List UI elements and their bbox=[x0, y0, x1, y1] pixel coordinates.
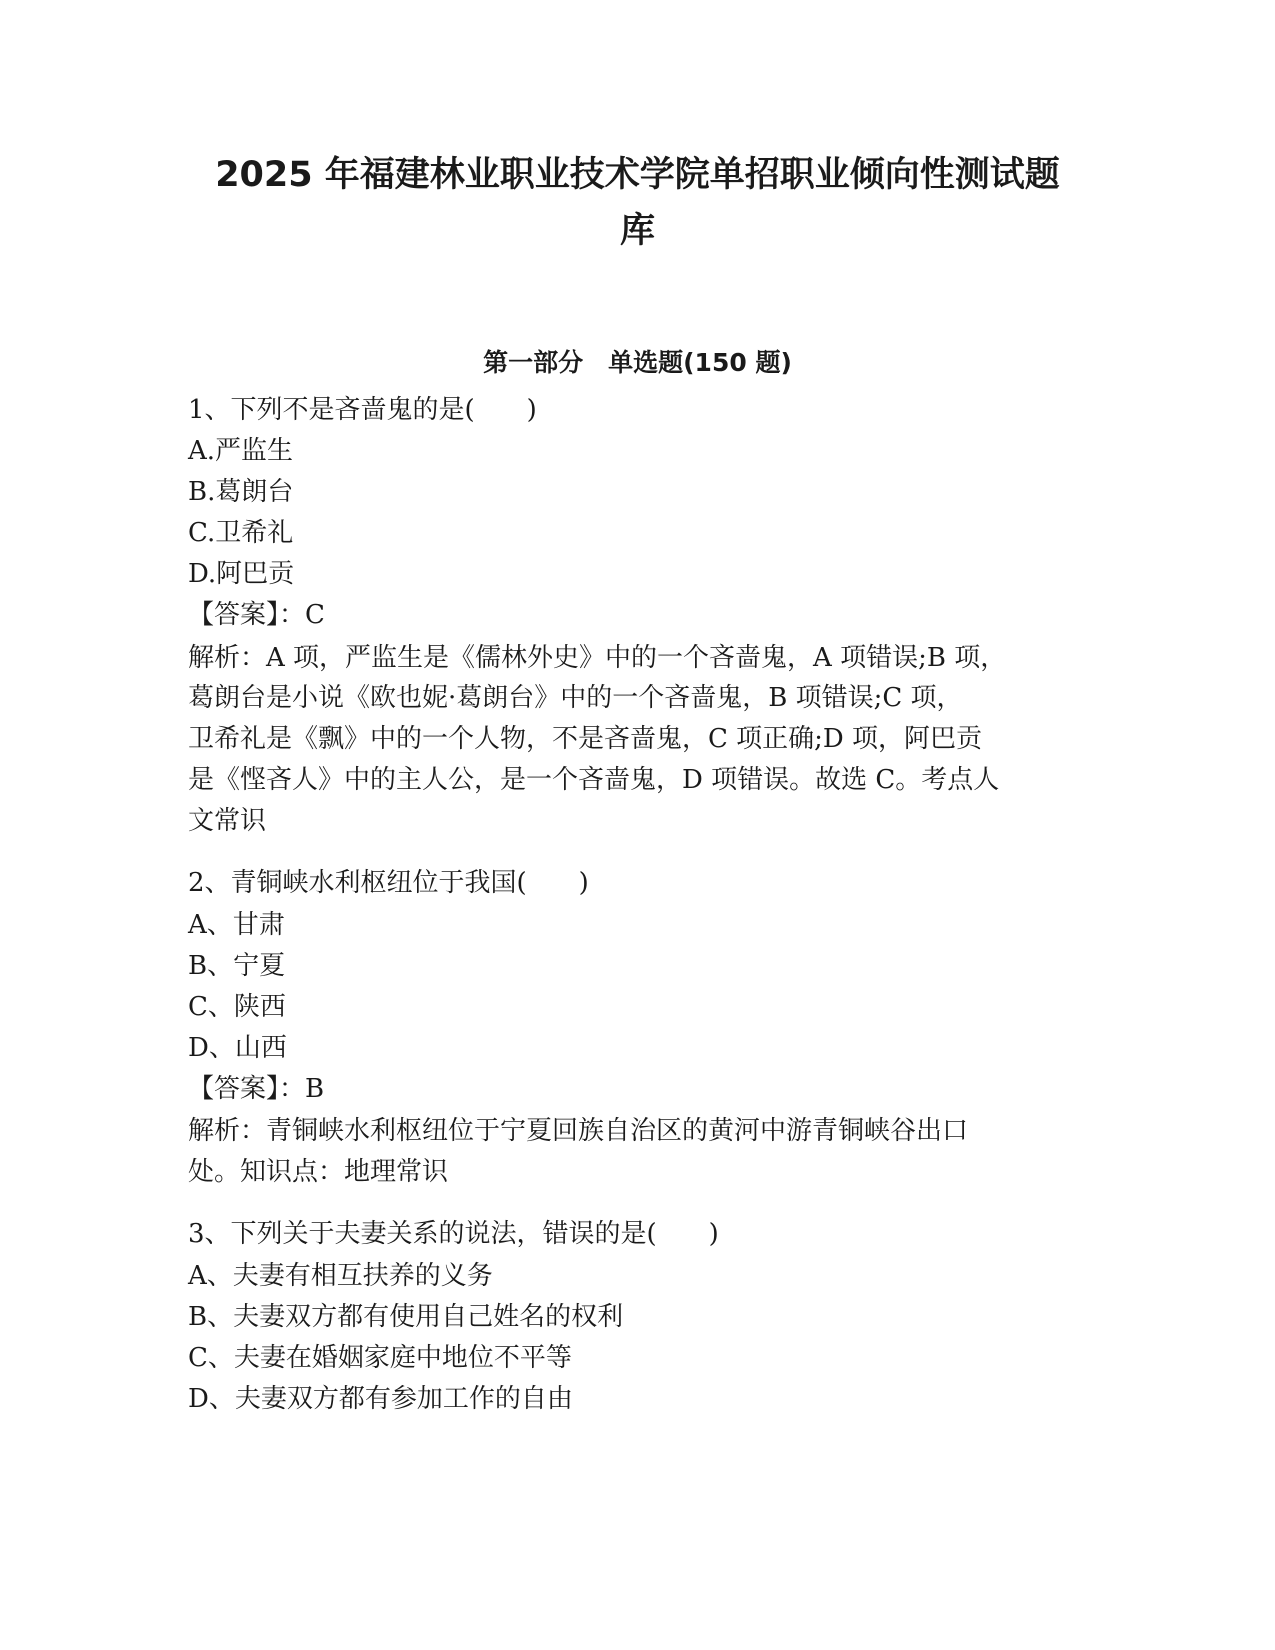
option-b: B、夫妻双方都有使用自己姓名的权利 bbox=[188, 1302, 624, 1332]
question-stem: 3、下列关于夫妻关系的说法，错误的是( ) bbox=[188, 1219, 719, 1249]
analysis-line: 是《悭吝人》中的主人公，是一个吝啬鬼，D 项错误。故选 C。考点人 bbox=[188, 765, 1000, 795]
option-d: D、山西 bbox=[188, 1033, 287, 1063]
option-a: A.严监生 bbox=[188, 436, 294, 466]
section-heading: 第一部分 单选题(150 题) bbox=[483, 348, 792, 377]
document-title-line-2: 库 bbox=[619, 211, 655, 251]
analysis-line: 文常识 bbox=[188, 806, 267, 836]
question-stem: 1、下列不是吝啬鬼的是( ) bbox=[188, 395, 537, 425]
answer-line: 【答案】：B bbox=[188, 1074, 325, 1104]
analysis-line: 解析：青铜峡水利枢纽位于宁夏回族自治区的黄河中游青铜峡谷出口 bbox=[188, 1116, 969, 1146]
answer-line: 【答案】：C bbox=[188, 600, 325, 630]
option-b: B.葛朗台 bbox=[188, 477, 294, 507]
option-b: B、宁夏 bbox=[188, 951, 286, 981]
option-a: A、夫妻有相互扶养的义务 bbox=[188, 1261, 493, 1291]
analysis-line: 葛朗台是小说《欧也妮·葛朗台》中的一个吝啬鬼，B 项错误;C 项， bbox=[188, 683, 963, 713]
analysis-line: 解析：A 项，严监生是《儒林外史》中的一个吝啬鬼，A 项错误;B 项， bbox=[188, 643, 1007, 673]
option-c: C.卫希礼 bbox=[188, 518, 294, 548]
option-d: D、夫妻双方都有参加工作的自由 bbox=[188, 1384, 573, 1414]
option-c: C、陕西 bbox=[188, 992, 286, 1022]
document-title-line-1: 2025 年福建林业职业技术学院单招职业倾向性测试题 bbox=[215, 155, 1060, 195]
option-c: C、夫妻在婚姻家庭中地位不平等 bbox=[188, 1343, 572, 1373]
analysis-line: 卫希礼是《飘》中的一个人物，不是吝啬鬼，C 项正确;D 项，阿巴贡 bbox=[188, 724, 983, 754]
option-d: D.阿巴贡 bbox=[188, 559, 295, 589]
question-stem: 2、青铜峡水利枢纽位于我国( ) bbox=[188, 868, 589, 898]
analysis-line: 处。知识点：地理常识 bbox=[188, 1157, 449, 1187]
option-a: A、甘肃 bbox=[188, 910, 285, 940]
